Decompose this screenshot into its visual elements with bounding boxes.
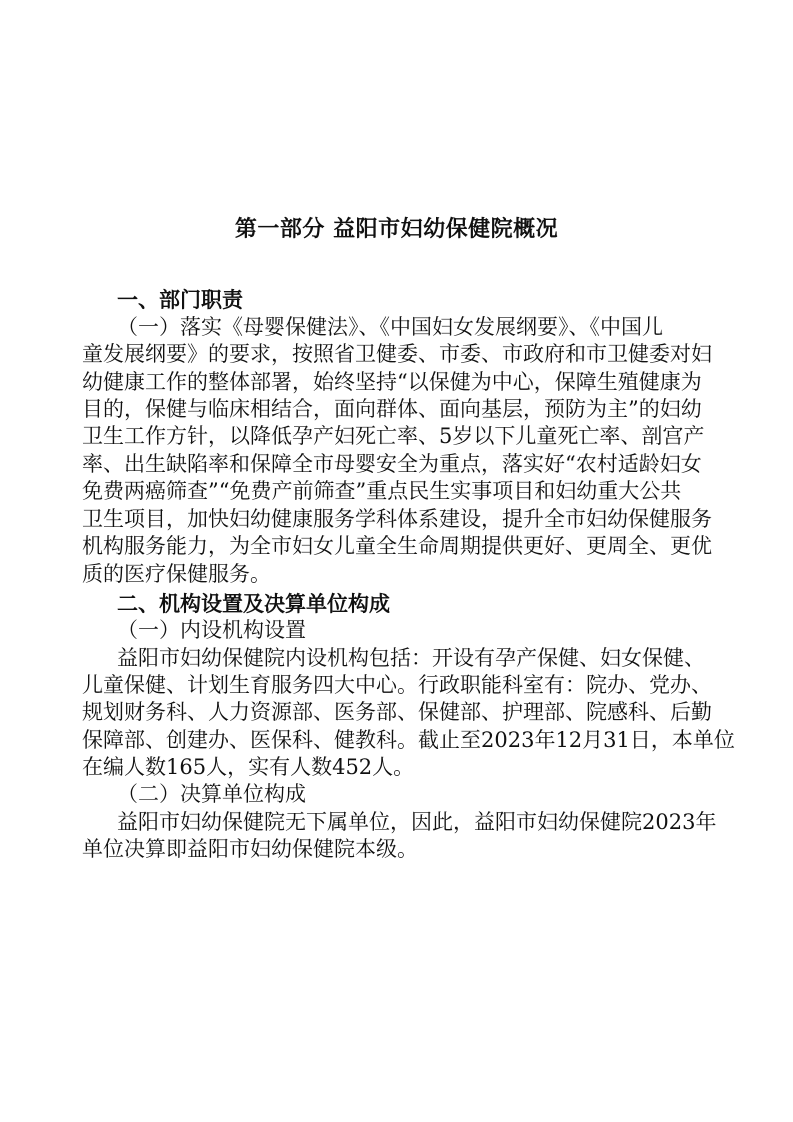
paragraph-line: 幼健康工作的整体部署，始终坚持“以保健为中心，保障生殖健康为 [82,370,702,394]
paragraph-line: 卫生工作方针，以降低孕产妇死亡率、5岁以下儿童死亡率、剖宫产 [82,424,705,448]
subsection-heading: （一）内设机构设置 [117,618,306,642]
paragraph-line: 质的医疗保健服务。 [82,562,271,586]
page-title: 第一部分 益阳市妇幼保健院概况 [234,216,559,242]
paragraph-line: 童发展纲要》的要求，按照省卫健委、市委、市政府和市卫健委对妇 [82,342,712,366]
paragraph-line: 目的，保健与临床相结合，面向群体、面向基层，预防为主”的妇幼 [82,397,702,421]
paragraph-line: 益阳市妇幼保健院内设机构包括：开设有孕产保健、妇女保健、 [117,646,705,670]
subsection-heading: （二）决算单位构成 [117,782,306,806]
paragraph-line: 规划财务科、人力资源部、医务部、保健部、护理部、院感科、后勤 [82,700,712,724]
paragraph-line: 益阳市妇幼保健院无下属单位，因此，益阳市妇幼保健院2023年 [117,810,717,834]
section-heading: 一、部门职责 [117,287,243,312]
paragraph-line: 免费两癌筛查”“免费产前筛查”重点民生实事项目和妇幼重大公共 [82,479,682,503]
paragraph-line: 机构服务能力，为全市妇女儿童全生命周期提供更好、更周全、更优 [82,534,712,558]
section-heading: 二、机构设置及决算单位构成 [117,591,390,616]
paragraph-line: 单位决算即益阳市妇幼保健院本级。 [82,837,418,861]
paragraph-line: 率、出生缺陷率和保障全市母婴安全为重点，落实好“农村适龄妇女 [82,452,702,476]
paragraph-line: 在编人数165人，实有人数452人。 [82,755,415,779]
paragraph-line: 卫生项目，加快妇幼健康服务学科体系建设，提升全市妇幼保健服务 [82,507,712,531]
paragraph-line: （一）落实《母婴保健法》、《中国妇女发展纲要》、《中国儿 [117,315,663,339]
paragraph-line: 保障部、创建办、医保科、健教科。截止至2023年12月31日，本单位 [82,728,735,752]
paragraph-line: 儿童保健、计划生育服务四大中心。行政职能科室有：院办、党办、 [82,673,712,697]
